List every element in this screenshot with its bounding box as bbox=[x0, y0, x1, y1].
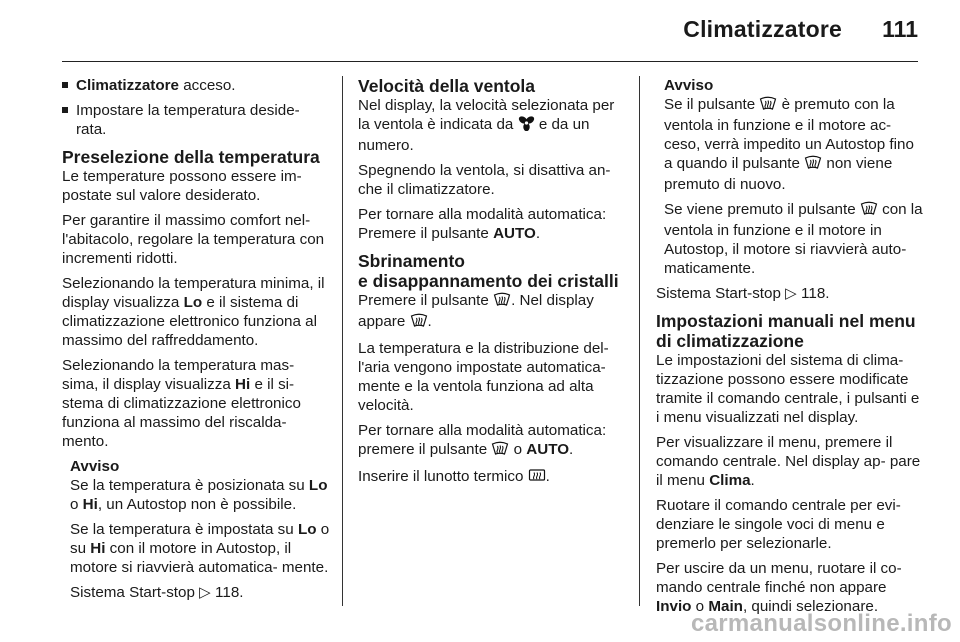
paragraph: Nel display, la velocità selezionata per la ventola è indicata da e da un numero. bbox=[358, 97, 615, 154]
note-box bbox=[62, 457, 330, 602]
cross-reference[interactable]: Sistema Start-stop ▷ 118. bbox=[656, 285, 830, 302]
windshield-defrost-icon bbox=[491, 441, 509, 461]
paragraph: Ruotare il comando centrale per evi- denziare le singole voci di menu e premerlo per selezionarle. bbox=[656, 497, 901, 552]
paragraph: Le impostazioni del sistema di clima- tizzazione possono essere modificate tramite il comando centrale, i pulsanti e i menu visualizzati nel display. bbox=[656, 352, 920, 426]
page-number: 111 bbox=[882, 16, 918, 42]
paragraph: Per visualizzare il menu, premere il comando centrale. Nel display ap- pare il menu Clima. bbox=[656, 434, 921, 489]
paragraph: Per tornare alla modalità automatica: premere il pulsante o AUTO. bbox=[358, 421, 626, 461]
bullet-item: Climatizzatore acceso. bbox=[62, 76, 330, 95]
fan-icon bbox=[518, 116, 535, 136]
paragraph: Le temperature possono essere im- postate sul valore desiderato. bbox=[62, 168, 302, 204]
note-title: Avviso bbox=[664, 77, 714, 94]
windshield-defrost-icon bbox=[804, 155, 822, 175]
column-3 bbox=[656, 76, 924, 622]
page-header bbox=[0, 0, 960, 60]
paragraph: Per garantire il massimo comfort nel- l'abitacolo, regolare la temperatura con incrementi ridotti. bbox=[62, 212, 325, 267]
paragraph: Selezionando la temperatura mas- sima, il display visualizza Hi e il si- stema di climatizzazione elettronico funziona al massimo del riscalda- mento. bbox=[62, 357, 301, 450]
column-1 bbox=[62, 76, 330, 608]
rear-window-heater-icon bbox=[528, 468, 546, 488]
paragraph: Per uscire da un menu, ruotare il co- mando centrale finché non appare Invio o Main, quindi selezionare. bbox=[656, 560, 902, 615]
note-paragraph: Se la temperatura è posizionata su Lo o Hi, un Autostop non è possibile. bbox=[70, 477, 328, 513]
note-paragraph: Se la temperatura è impostata su Lo o su Hi con il motore in Autostop, il motore si riavvierà automatica- mente. bbox=[70, 521, 330, 576]
paragraph: La temperatura e la distribuzione del- l'aria vengono impostate automatica- mente e la ventola funziona ad alta velocità. bbox=[358, 340, 609, 414]
paragraph: Per tornare alla modalità automatica: Premere il pulsante AUTO. bbox=[358, 206, 607, 242]
watermark: carmanualsonline.info bbox=[690, 610, 952, 637]
column-divider bbox=[342, 76, 343, 606]
note-box bbox=[656, 76, 924, 278]
section-heading: Velocità della ventola bbox=[358, 76, 536, 96]
column-2 bbox=[358, 76, 626, 494]
paragraph: Inserire il lunotto termico . bbox=[358, 467, 626, 488]
reference-arrow-icon: ▷ bbox=[199, 584, 211, 601]
section-heading: Sbrinamento e disappannamento dei cristalli bbox=[358, 251, 619, 291]
page-title: Climatizzatore bbox=[683, 16, 842, 42]
header-rule bbox=[62, 61, 918, 62]
section-heading: Impostazioni manuali nel menu di climatizzazione bbox=[656, 311, 916, 351]
paragraph: Spegnendo la ventola, si disattiva an- che il climatizzatore. bbox=[358, 162, 611, 198]
note-paragraph: Se il pulsante è premuto con la ventola in funzione e il motore ac- ceso, verrà impedito un Autostop fino a quando il pulsante non viene premuto di nuovo. bbox=[664, 96, 914, 193]
windshield-defrost-icon bbox=[493, 292, 511, 312]
note-paragraph: Se viene premuto il pulsante con la ventola in funzione e il motore in Autostop, il motore si riavvierà auto- maticamente. bbox=[664, 201, 923, 277]
windshield-defrost-icon bbox=[860, 201, 878, 221]
paragraph: Selezionando la temperatura minima, il display visualizza Lo e il sistema di climatizzazione elettronico funziona al massimo del raffreddamento. bbox=[62, 275, 325, 349]
note-title: Avviso bbox=[70, 458, 120, 475]
section-heading: Preselezione della temperatura bbox=[62, 147, 320, 167]
paragraph: Premere il pulsante . Nel display appare . bbox=[358, 291, 626, 333]
column-divider bbox=[639, 76, 640, 606]
windshield-defrost-icon bbox=[759, 96, 777, 116]
reference-arrow-icon: ▷ bbox=[785, 285, 797, 302]
bullet-item: Impostare la temperatura deside- rata. bbox=[62, 101, 330, 139]
windshield-defrost-icon bbox=[410, 313, 428, 333]
cross-reference[interactable]: Sistema Start-stop ▷ 118. bbox=[70, 584, 244, 601]
